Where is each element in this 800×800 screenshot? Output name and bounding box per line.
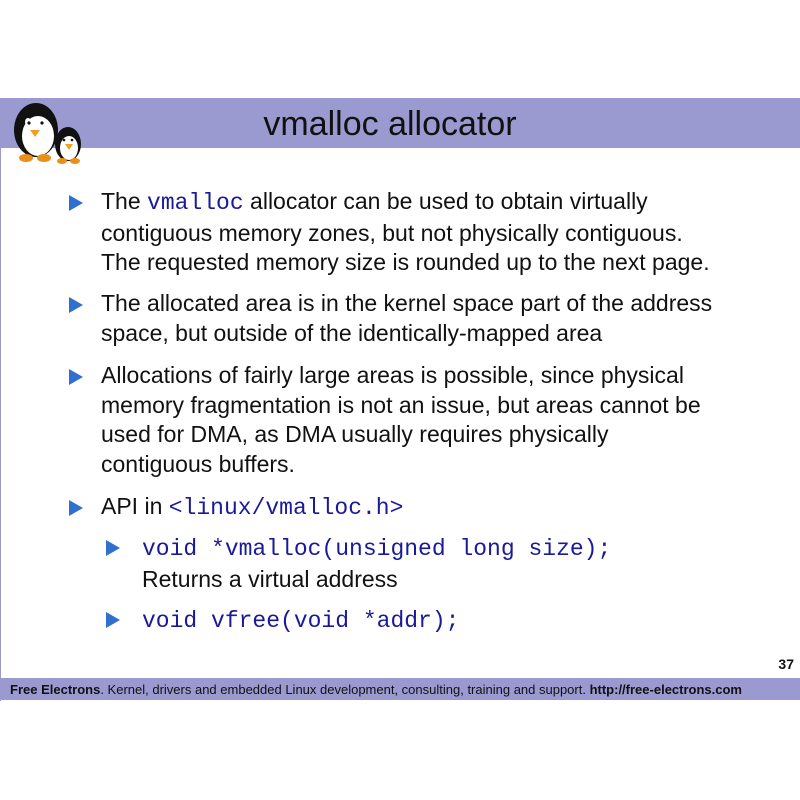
footer-text: . Kernel, drivers and embedded Linux development, consulting, training and support. — [100, 682, 590, 697]
sub-bullet-1-desc: Returns a virtual address — [142, 565, 398, 592]
bullet-1-line-2: contiguous memory zones, but not physically contiguous. — [101, 219, 683, 246]
bullet-3-line-1: Allocations of fairly large areas is possible, since physical — [101, 362, 684, 388]
bullet-3-line-2: memory fragmentation is not an issue, but areas cannot be — [101, 391, 701, 418]
footer — [10, 678, 742, 700]
bullet-1-line-1: allocator can be used to obtain virtually — [243, 188, 648, 214]
bullet-arrow-icon — [69, 297, 83, 313]
slide-title: vmalloc allocator — [263, 105, 517, 143]
bullet-2-line-1: The allocated area is in the kernel space part of the address — [101, 290, 713, 316]
bullet-arrow-icon — [106, 540, 120, 556]
bullet-arrow-icon — [69, 500, 83, 516]
footer-url[interactable]: http://free-electrons.com — [589, 682, 742, 697]
bullet-1-code: vmalloc — [147, 190, 244, 216]
bullet-arrow-icon — [106, 612, 120, 628]
sub-bullet-2-code: void vfree(void *addr); — [142, 608, 460, 634]
footer-brand: Free Electrons — [10, 682, 101, 697]
bullet-arrow-icon — [69, 369, 83, 385]
page-number: 37 — [778, 656, 794, 672]
bullet-arrow-icon — [69, 195, 83, 211]
sub-bullet-1-code: void *vmalloc(unsigned long size); — [142, 536, 612, 562]
bullet-2-line-2: space, but outside of the identically-mapped area — [101, 319, 603, 346]
bullet-1-pre: The — [101, 188, 148, 214]
bullet-4-pre: API in — [101, 493, 169, 519]
bullet-1-line-3: The requested memory size is rounded up to the next page. — [101, 249, 710, 275]
bullet-3-line-4: contiguous buffers. — [101, 450, 295, 477]
bullet-3-line-3: used for DMA, as DMA usually requires physically — [101, 421, 609, 447]
bullet-4-code: <linux/vmalloc.h> — [168, 495, 404, 521]
penguin-logo-icon — [6, 100, 86, 168]
